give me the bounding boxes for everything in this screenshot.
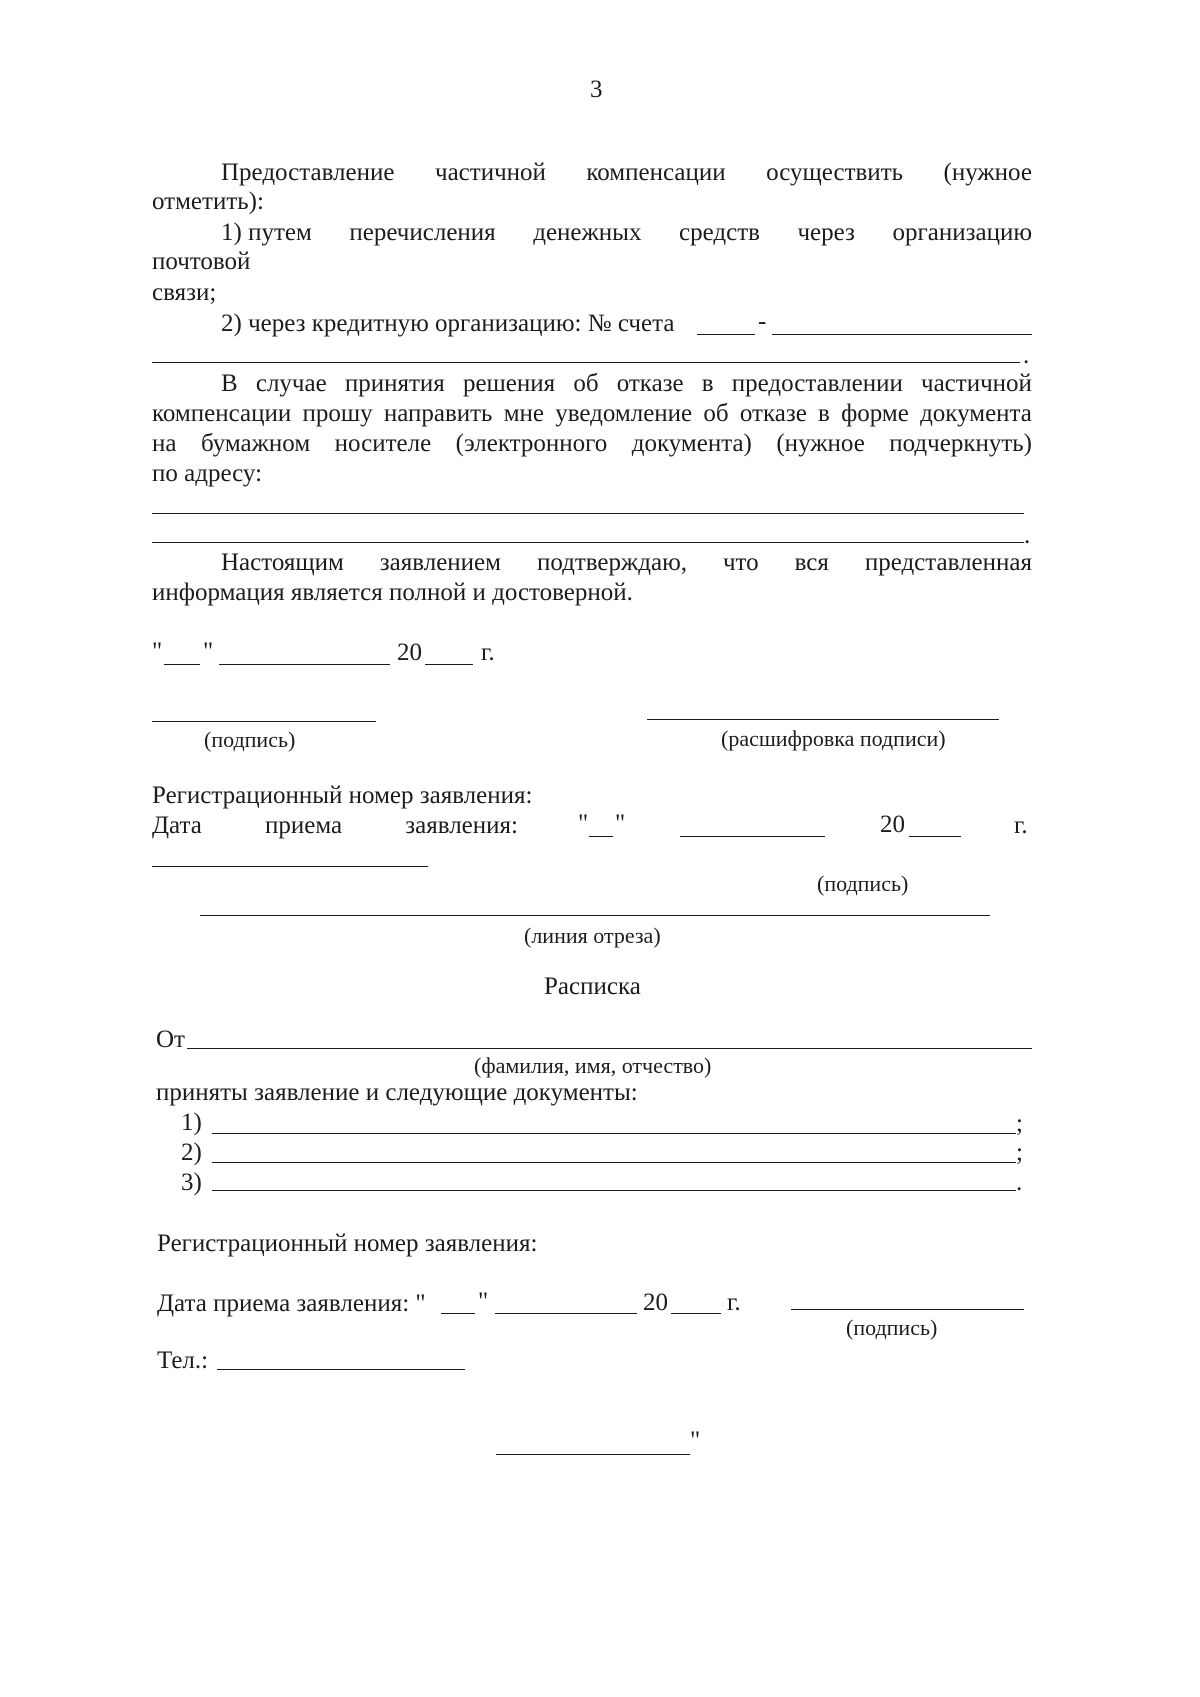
word: мне [503,400,544,427]
option1-line1 [221,217,1032,249]
compensation-intro-line1 [221,157,1032,189]
receipt-date-label: Дата приема заявления: " [157,1290,426,1317]
word: подтверждаю, [536,549,688,576]
option1-line3: связи; [152,279,217,306]
word: форме [841,400,909,427]
registration-number-label: Регистрационный номер заявления: [152,782,533,809]
word: перечисления [349,219,496,246]
registration-number-field[interactable] [152,866,428,867]
receipt-date-quote-close: " [478,1288,489,1315]
receipt-signature-caption: (подпись) [846,1315,938,1340]
receipt-date-day-field[interactable] [441,1313,475,1314]
word: в [701,370,714,397]
receipt-item-3-field[interactable] [212,1190,1016,1191]
word: в [818,400,830,427]
refusal-address-label: по адресу: [152,460,263,487]
confirmation-line2: информация является полной и достоверной. [152,579,633,606]
receipt-date-month-field[interactable] [495,1313,637,1314]
receipt-from-label: От [156,1026,185,1053]
signature-line[interactable] [152,721,376,722]
word: 1) путем [221,219,312,246]
word: организацию [892,219,1032,246]
word: приема [265,812,343,839]
word: компенсации [586,159,726,186]
word: осуществить [766,159,904,186]
receipt-from-caption: (фамилия, имя, отчество) [474,1053,712,1078]
word: В [221,370,238,397]
word: уведомление [555,400,693,427]
date-quote-open: " [152,638,163,665]
option2-label: 2) через кредитную организацию: № счета [221,310,675,337]
receipt-signature-line[interactable] [791,1309,1024,1310]
receipt-item-1-field[interactable] [212,1133,1016,1134]
word: частичной [921,370,1032,397]
word: заявлением [379,549,501,576]
receipt-accepted-text: приняты заявление и следующие документы: [156,1079,638,1106]
word: денежных [533,219,642,246]
word: отказе [616,370,684,397]
word: бумажном [200,430,311,457]
signature-caption: (подпись) [204,727,296,752]
word: носителе [334,430,432,457]
receipt-item-2-end: ; [1016,1139,1023,1166]
receipt-phone-label: Тел.: [157,1347,209,1374]
address-line-1[interactable] [152,513,1024,514]
word: документа [920,400,1032,427]
receipt-phone-field[interactable] [217,1369,465,1370]
word: что [722,549,759,576]
cut-line-caption: (линия отреза) [524,923,661,948]
registration-sign-caption: (подпись) [817,871,909,896]
word: отказе [739,400,807,427]
word: подчеркнуть) [889,430,1032,457]
word: компенсации [152,400,292,427]
date-year-field[interactable] [425,664,473,665]
word: документа) [631,430,752,457]
signature-decode-caption: (расшифровка подписи) [721,726,946,751]
confirmation-line1 [221,547,1032,579]
word: Дата [152,812,202,839]
account-number-continuation-line[interactable] [152,362,1020,363]
closing-line [496,1454,690,1455]
registration-year-field[interactable] [909,836,961,837]
word: принятия [344,370,445,397]
date-month-field[interactable] [219,664,390,665]
refusal-line2 [152,398,1032,430]
date-year-prefix: 20 [397,639,422,666]
word: случае [255,370,327,397]
registration-date-label [152,810,518,842]
receipt-from-field[interactable] [187,1048,1032,1049]
registration-year-prefix: 20 [880,811,905,838]
word: (нужное [943,159,1032,186]
receipt-item-3-number: 3) [181,1169,202,1196]
word: вся [794,549,829,576]
word: направить [383,400,493,427]
registration-year-suffix: г. [1014,812,1028,839]
account-number-part2-line[interactable] [772,334,1032,335]
word: Настоящим [221,549,344,576]
cut-line [200,915,990,916]
account-number-part1-line[interactable] [697,334,755,335]
date-quote-close: " [203,638,214,665]
word: (нужное [776,430,865,457]
registration-quote-open: " [578,810,589,837]
word: средств [679,219,760,246]
registration-day-field[interactable] [589,836,613,837]
word: заявления: [405,812,518,839]
account-end-period: . [1023,342,1030,369]
receipt-year-suffix: г. [727,1289,741,1316]
page-number: 3 [590,76,603,103]
word: на [152,430,177,457]
address-end-period: . [1024,522,1031,549]
signature-decode-line[interactable] [647,719,999,720]
date-day-field[interactable] [164,664,200,665]
date-year-suffix: г. [481,639,495,666]
registration-month-field[interactable] [680,836,825,837]
word: прошу [302,400,373,427]
word: об [573,370,599,397]
receipt-year-prefix: 20 [643,1289,668,1316]
word: об [703,400,729,427]
receipt-year-field[interactable] [671,1313,721,1314]
word: через [797,219,855,246]
address-line-2[interactable] [152,542,1024,543]
receipt-item-3-end: . [1016,1169,1023,1196]
receipt-title: Расписка [544,973,641,1000]
account-dash: - [758,308,767,335]
word: представленная [864,549,1032,576]
receipt-item-1-end: ; [1016,1110,1023,1137]
receipt-reg-number-label: Регистрационный номер заявления: [157,1230,538,1257]
refusal-line1 [221,368,1032,400]
word: частичной [435,159,546,186]
receipt-item-2-field[interactable] [212,1162,1016,1163]
closing-quote: " [690,1427,701,1454]
word: предоставлении [731,370,903,397]
registration-quote-close: " [615,810,626,837]
refusal-line3 [152,428,1032,460]
receipt-item-1-number: 1) [181,1109,202,1136]
word: (электронного [455,430,608,457]
word: Предоставление [221,159,395,186]
receipt-item-2-number: 2) [181,1139,202,1166]
word: решения [462,370,556,397]
compensation-intro-line2: отметить): [152,188,264,215]
option1-line2: почтовой [152,248,251,275]
